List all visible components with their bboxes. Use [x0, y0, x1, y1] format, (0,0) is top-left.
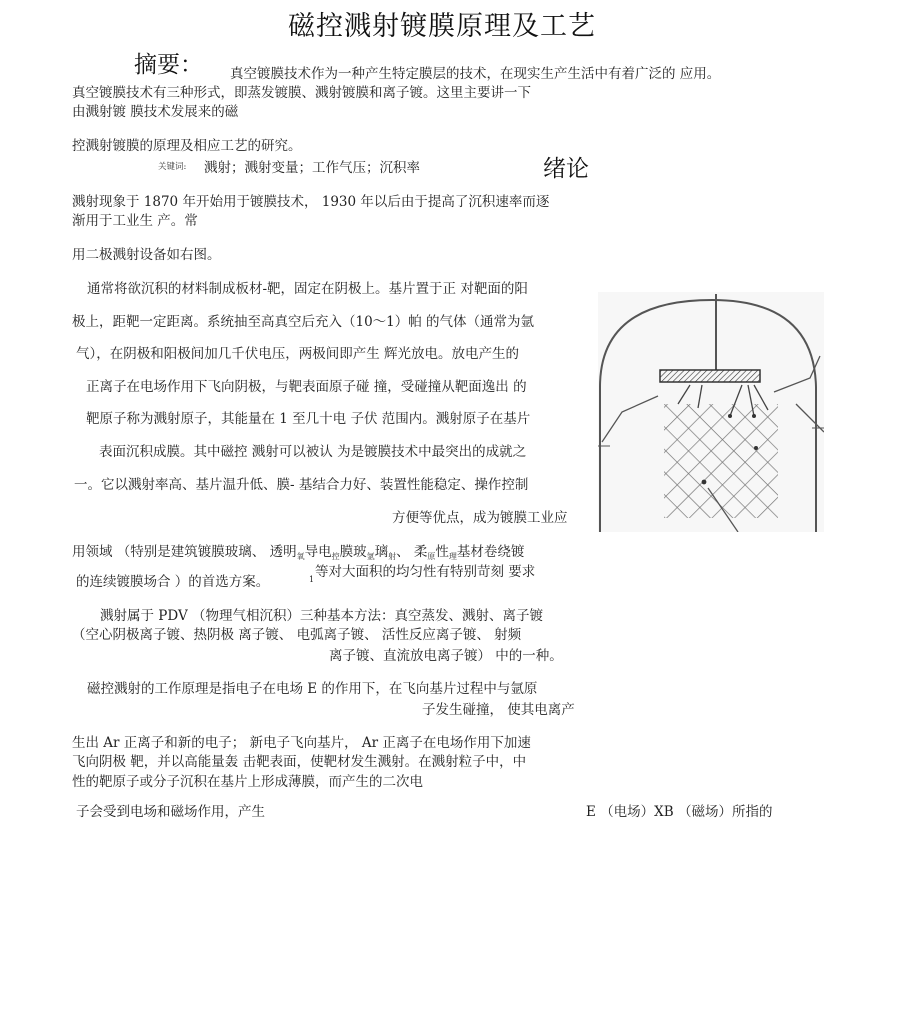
paragraph-2-line: 极上，距靶一定距离。系统抽至高真空后充入（10～1）帕 的气体（通常为氩: [72, 314, 535, 330]
abstract-line-1: 真空镀膜技术作为一种产生特定膜层的技术，在现实生产生活中有着广泛的 应用。: [230, 66, 721, 82]
abstract-heading: 摘要：: [134, 52, 203, 78]
paragraph-2-line: 靶原子称为溅射原子，其能量在 1 至几十电 子伏 范围内。溅射原子在基片: [86, 411, 531, 427]
paragraph-6-line: 飞向阴极 靶，并以高能量轰 击靶表面，使靶材发生溅射。在溅射粒子中，中: [72, 754, 527, 770]
target-cathode: [660, 370, 760, 382]
paragraph-6-line: 生出 Ar 正离子和新的电子； 新电子飞向基片， Ar 正离子在电场作用下加速: [72, 735, 531, 751]
intro-heading: 绪论: [543, 156, 589, 182]
paragraph-1-line: 渐用于工业生 产。常: [72, 213, 198, 229]
paragraph-2-line: 正离子在电场作用下飞向阴极，与靶表面原子碰 撞，受碰撞从靶面逸出 的: [86, 379, 527, 395]
abstract-line-4: 控溅射镀膜的原理及相应工艺的研究。: [72, 138, 302, 154]
paragraph-7-line: E （电场）XB （磁场）所指的: [586, 804, 773, 820]
paragraph-7-line: 子会受到电场和磁场作用，产生: [76, 804, 265, 820]
paragraph-1-line: 用二极溅射设备如右图。: [72, 247, 221, 263]
paragraph-2-line: 气），在阴极和阳极间加几千伏电压，两极间即产生 辉光放电。放电产生的: [76, 346, 520, 362]
paragraph-5-line: 子发生碰撞， 使其电离产: [422, 702, 575, 718]
keywords-label: 关键词:: [158, 162, 187, 172]
abstract-line-3: 由溅射镀 膜技术发展来的磁: [72, 104, 239, 120]
plasma-mesh-region: [664, 404, 778, 518]
abstract-line-2: 真空镀膜技术有三种形式，即蒸发镀膜、溅射镀膜和离子镀。这里主要讲一下: [72, 85, 531, 101]
paragraph-3-line: 的连续镀膜场合 ）的首选方案。: [76, 574, 270, 590]
paragraph-4-line: （空心阴极离子镀、热阴极 离子镀、 电弧离子镀、 活性反应离子镀、 射频: [72, 627, 522, 643]
paragraph-2-line: 表面沉积成膜。其中磁控 溅射可以被认 为是镀膜技术中最突出的成就之: [99, 444, 527, 460]
page-title: 磁控溅射镀膜原理及工艺: [288, 11, 596, 42]
paragraph-4-line: 溅射属于 PDV （物理气相沉积）三种基本方法：真空蒸发、溅射、离子镀: [100, 608, 544, 624]
diode-sputtering-apparatus-diagram: [598, 292, 824, 532]
paragraph-2-line: 一。它以溅射率高、基片温升低、膜- 基结合力好、装置性能稳定、操作控制: [74, 477, 529, 493]
paragraph-4-line: 离子镀、直流放电离子镀） 中的一种。: [329, 648, 563, 664]
footnote-marker: 1: [309, 575, 315, 584]
paragraph-1-line: 溅射现象于 1870 年开始用于镀膜技术， 1930 年以后由于提高了沉积速率而逐: [72, 194, 550, 210]
paragraph-3-line: 等对大面积的均匀性有特别苛刻 要求: [315, 564, 536, 580]
paragraph-3-line: 用领域 （特别是建筑镀膜玻璃、 透明$_氧$导电$_控$膜玻$_氩$璃$_射$、 柔$_原$性$_理$基材卷绕镀: [72, 544, 525, 561]
paragraph-5-line: 磁控溅射的工作原理是指电子在电场 E 的作用下，在飞向基片过程中与氩原: [87, 681, 538, 697]
paragraph-2-line: 通常将欲沉积的材料制成板材-靶，固定在阴极上。基片置于正 对靶面的阳: [87, 281, 528, 297]
paragraph-2-line: 方便等优点，成为镀膜工业应: [392, 510, 568, 526]
keywords: 溅射；溅射变量；工作气压；沉积率: [204, 160, 420, 176]
paragraph-6-line: 性的靶原子或分子沉积在基片上形成薄膜，而产生的二次电: [72, 774, 423, 790]
